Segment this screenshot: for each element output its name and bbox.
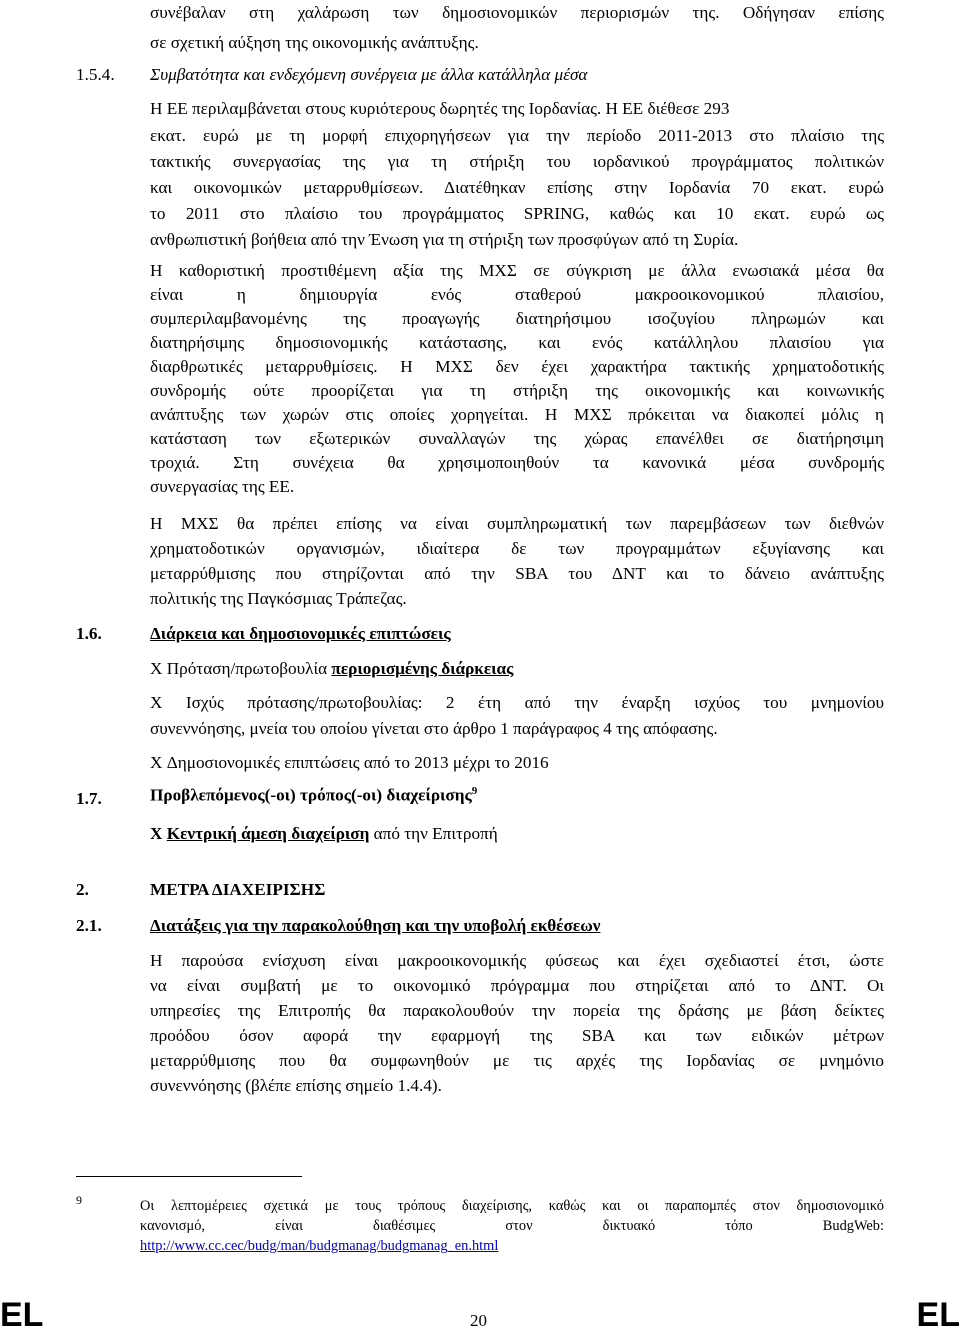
paragraph-line: να είναι συμβατή με το οικονομικό πρόγραμμα που στηρίζεται από το ΔΝΤ. Οι [150,976,884,995]
paragraph-line: τροχιά. Στη συνέχεια θα χρησιμοποιηθούν τα κανονικά μέσα συνδρομής [150,453,884,472]
paragraph-line: πολιτικής της Παγκόσμιας Τράπεζας. [150,589,407,608]
section-title-text: Προβλεπόμενος(-οι) τρόπος(-οι) διαχείρισης [150,785,472,805]
paragraph-line: ανάπτυξης των χωρών στις οποίες χορηγείται. Η ΜΧΣ πρόκειται να διακοπεί μόλις η [150,405,884,424]
section-number: 2.1. [76,916,102,935]
section-title: Διάρκεια και δημοσιονομικές επιπτώσεις [150,624,451,643]
paragraph-line: κατάσταση των εξωτερικών συναλλαγών της χώρας επανέλθει σε διατήρησιμη [150,429,884,448]
section-number: 1.6. [76,624,102,643]
paragraph-line: διαρθρωτικές μεταρρυθμίσεις. Η ΜΧΣ δεν έχει χαρακτήρα τακτικής χρηματοδοτικής [150,357,884,376]
section-title: Διατάξεις για την παρακολούθηση και την υποβολή εκθέσεων [150,916,601,935]
paragraph-line: ανθρωπιστική βοήθεια από την Ένωση για τη στήριξη των προσφύγων από τη Συρία. [150,230,739,249]
section-number: 1.7. [76,789,102,808]
paragraph-line: και οικονομικών μεταρρυθμίσεων. Διατέθηκαν επίσης στην Ιορδανία 70 εκατ. ευρώ [150,178,884,197]
paragraph-line: X Ισχύς πρότασης/πρωτοβουλίας: 2 έτη από την έναρξη ισχύος του μνημονίου [150,693,884,712]
intro-line: σε σχετική αύξηση της οικονομικής ανάπτυξης. [150,33,479,52]
footnote-ref: 9 [471,785,478,797]
duration-option [150,660,513,677]
paragraph-line: εκατ. ευρώ με τη μορφή επιχορηγήσεων για την περίοδο 2011-2013 στο πλαίσιο της [150,126,884,145]
paragraph-line: συνεννόησης (βλέπε επίσης σημείο 1.4.4). [150,1076,442,1095]
management-option [150,825,498,842]
intro-line: συνέβαλαν στη χαλάρωση των δημοσιονομικών περιορισμών της. Οδήγησαν επίσης [150,3,884,22]
paragraph-line: συνεργασίας της ΕΕ. [150,477,295,496]
financial-impact-line: X Δημοσιονομικές επιπτώσεις από το 2013 μέχρι το 2016 [150,753,549,772]
paragraph-line: μεταρρύθμισης που θα συμφωνηθούν με τις αρχές της Ιορδανίας σε μνημόνιο [150,1051,884,1070]
management-option-rest: από την Επιτροπή [369,824,498,843]
paragraph-line: χρηματοδοτικών οργανισμών, ιδιαίτερα δε των προγραμμάτων εξυγίανσης και [150,539,884,558]
paragraph-line: Η παρούσα ενίσχυση είναι μακροοικονομικής φύσεως και έχει σχεδιαστεί έτσι, ώστε [150,951,884,970]
paragraph-line: Η καθοριστική προστιθέμενη αξία της ΜΧΣ σε σύγκριση με άλλα ενωσιακά μέσα θα [150,261,884,280]
paragraph-line: υπηρεσίες της Επιτροπής θα παρακολουθούν την πορεία της δράσης με βάση δείκτες [150,1001,884,1020]
duration-option-label: X Πρόταση/πρωτοβουλία [150,659,332,678]
section-number: 1.5.4. [76,65,115,84]
paragraph-line: συνδρομής ούτε προορίζεται για τη στήριξη της οικονομικής και κοινωνικής [150,381,884,400]
page-number: 20 [470,1311,487,1330]
paragraph-line: προόδου όσον αφορά την εφαρμογή της SBA και των ειδικών μέτρων [150,1026,884,1045]
paragraph-line: Η ΜΧΣ θα πρέπει επίσης να είναι συμπληρωματική των παρεμβάσεων των διεθνών [150,514,884,533]
footnote-line: Οι λεπτομέρειες σχετικά με τους τρόπους διαχείρισης, καθώς και οι παραπομπές στον δημοσιονομικό [140,1198,884,1214]
paragraph-line: είναι η δημιουργία ενός σταθερού μακροοικονομικού πλαισίου, [150,285,884,304]
section-title [150,786,477,804]
duration-option-value: περιορισμένης διάρκειας [331,659,514,678]
section-title: ΜΕΤΡΑ ΔΙΑΧΕΙΡΙΣΗΣ [150,880,326,899]
footnote-number: 9 [76,1193,82,1207]
paragraph-line: μεταρρύθμισης που στηρίζονται από την SBA του ΔΝΤ και το δάνειο ανάπτυξης [150,564,884,583]
language-code-right: EL [916,1296,960,1334]
footnote-line: κανονισμό, είναι διαθέσιμες στον δικτυακό τόπο BudgWeb: [140,1218,884,1234]
language-code-left: EL [0,1296,44,1334]
budgweb-link[interactable]: http://www.cc.cec/budg/man/budgmanag/budgmanag_en.html [140,1238,499,1254]
section-number: 2. [76,880,89,899]
paragraph-line: το 2011 στο πλαίσιο του προγράμματος SPRING, καθώς και 10 εκατ. ευρώ ως [150,204,884,223]
footnote-separator [76,1176,302,1177]
section-title: Συμβατότητα και ενδεχόμενη συνέργεια με άλλα κατάλληλα μέσα [150,65,588,84]
paragraph-line: τακτικής συνεργασίας της για τη στήριξη του ιορδανικού προγράμματος πολιτικών [150,152,884,171]
paragraph-line: διατηρήσιμης δημοσιονομικής κατάστασης, και ενός κατάλληλου πλαισίου για [150,333,884,352]
paragraph-line: συμπεριλαμβανομένης της προαγωγής διατηρήσιμου ισοζυγίου πληρωμών και [150,309,884,328]
paragraph-line: Η ΕΕ περιλαμβάνεται στους κυριότερους δωρητές της Ιορδανίας. Η ΕΕ διέθεσε 293 [150,99,730,118]
checkbox-x: X [150,824,167,843]
management-option-value: Κεντρική άμεση διαχείριση [166,824,370,843]
paragraph-line: συνεννόησης, μνεία του οποίου γίνεται στο άρθρο 1 παράγραφος 4 της απόφασης. [150,719,718,738]
